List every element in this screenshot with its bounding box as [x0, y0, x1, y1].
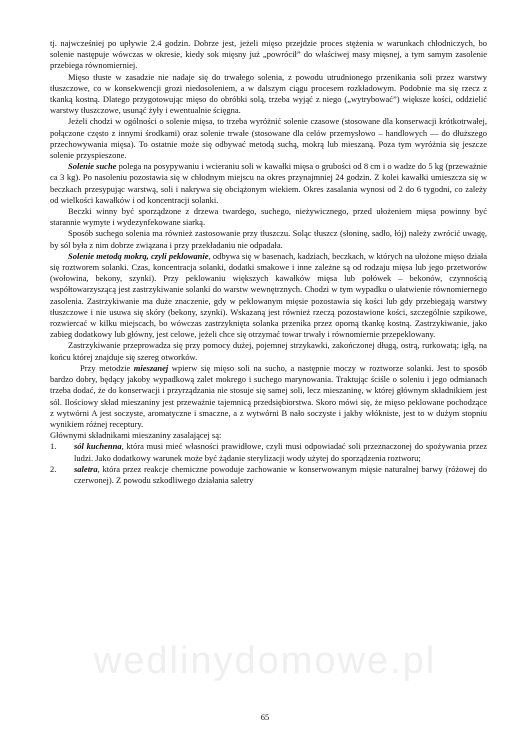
- list-item: [50, 464, 487, 486]
- list-item: [50, 441, 487, 463]
- paragraph-fat-salting: Sposób suchego solenia ma również zastosowanie przy tłuszczu. Soląc tłuszcz (słoninę, sadło, łój) należy zwrócić uwagę, by sól była z nim dobrze związana i przy przekładaniu nie odpadała.: [50, 228, 487, 250]
- paragraph-mixed-method-text: wpierw się mięso soli na sucho, a następnie moczy w roztworze solanki. Jest to sposób bardzo dobry, będący jakoby wypadkową zalet mokrego i suchego marynowania. Traktując ściśle o soleniu i jego odmianach trzeba dodać, że do konserwacji i przyrządzania nie stosuje się samej soli, lecz mieszaninę, w której głównym składnikiem jest sól. Ilościowy skład mieszaniny jest przeważnie tajemnicą przedsiębiorstwa. Skoro mówi się, że mięso peklowane pochodzące z wytwórni A jest soczyste, aromatyczne i smaczne, a z wytwórni B nało soczyste i jakby włókniste, jest to w dużym stopniu wynikiem różnej receptury.: [50, 362, 487, 429]
- list-item-text: , która przez reakcje chemiczne powoduje zachowanie w konserwowanym mięsie naturalnej barwy (różowej do czerwonej). Z powodu szkodliwego działania saletry: [74, 463, 487, 485]
- list-item-term: sól kuchenna: [74, 441, 122, 452]
- term-mixed-method: mieszanej: [133, 362, 169, 373]
- paragraph-wet-salting: [50, 251, 487, 341]
- paragraph-dry-salting: [50, 161, 487, 206]
- ingredients-list: [50, 441, 487, 486]
- paragraph-dry-salting-text: polega na posypywaniu i wcieraniu soli w kawałki mięsa o grubości od 8 cm i o wadze do 5 kg (przeważnie ca 3 kg). Po nasoleniu pozostawia się w chłodnym miejscu na okres przynajmniej 24 godzin. Z kolei kawałki umieszcza się w beczkach przesypując warstwą, soli i nakrywa się obciążonym wiekiem. Okres zasalania wynosi od 2 do 6 tygodni, co zależy od wielkości kawałków i od koncentracji solanki.: [50, 161, 487, 205]
- paragraph-wet-salting-text: , odbywa się w basenach, kadziach, beczkach, w których na ułożone mięso działa się roztworem solanki. Czas, koncentracja solanki, dodatki smakowe i inne zależne są od rodzaju mięsa lub jego przetworów (wołowina, bekony, szynki). Przy peklowaniu większych kawałków mięsa lub połówek – bekonów, czynnością współtowarzyszącą jest zastrzykiwanie solanki do warstw wewnętrznych. Chodzi w tym wypadku o ułatwienie równomiernego zasolenia. Zastrzykiwanie ma duże znaczenie, gdy w peklowanym mięsie pozostawia się kości lub gdy przebiegają warstwy tłuszczowe i nie usuwa się skóry (bekony, szynki). Wskazaną jest również rzeczą pozostawione kości, szczególnie szpikowe, rozwiercać w kilku miejscach, bo wówczas zastrzyknięta solanka przenika przez oporną tkankę kostną. Zastrzykiwanie, jako zabieg dodatkowy lub główny, jest celowe, jeżeli chce się otrzymać towar trwały i równomiernie przepeklowany.: [50, 250, 487, 340]
- paragraph-2: Mięso tłuste w zasadzie nie nadaje się do trwałego solenia, z powodu utrudnionego przenikania soli przez warstwy tłuszczowe, co w konsekwencji grozi niedosoleniem, a w dalszym ciągu procesem rozkładowym. Podobnie ma się rzecz z tkanką kostną. Dlatego przygotowując mięso do obróbki solą, trzeba wyjąć z niego („wytrybować”) większe kości, oddzielić warstwy tłuszczowe, usunąć żyły i ewentualnie ścięgna.: [50, 71, 487, 116]
- list-item-text: , która musi mieć własności prawidłowe, czyli musi odpowiadać soli przeznaczonej do spożywania przez ludzi. Jako dodatkowy warunek może być żądanie sterylizacji wody użytej do sporządzenia roztworu;: [74, 441, 488, 463]
- paragraph-mixed-method-pre: Przy metodzie: [80, 362, 134, 373]
- list-item-number: 2.: [50, 463, 57, 474]
- paragraph-injection: Zastrzykiwanie przeprowadza się przy pomocy dużej, pojemnej strzykawki, zakończonej długą, ostrą, rurkowatą; igłą, na końcu której znajduje się szereg otworków.: [50, 340, 487, 362]
- paragraph-barrels: Beczki winny być sporządzone z drzewa twardego, suchego, nieżywicznego, przed ułożeniem mięsa powinny być starannie wymyte i wydezynfekowane siarką.: [50, 206, 487, 228]
- paragraph-3: Jeżeli chodzi w ogólności o solenie mięsa, to trzeba wyróżnić solenie czasowe (stosowane dla konserwacji krótkotrwałej, połączone często z innymi środkami) oraz solenie trwałe (stosowane dla celów przemysłowo – handlowych — do dłuższego przechowywania mięsa). To ostatnie może się odbywać metodą suchą, mokrą lub mieszaną. Poza tym wyróżnia się jeszcze solenie przyspieszone.: [50, 116, 487, 161]
- document-page: [50, 38, 487, 486]
- list-item-term: saletra: [74, 463, 98, 474]
- watermark: wedlinydomowe.pl: [93, 640, 437, 682]
- term-dry-salting: Solenie suche: [68, 161, 117, 172]
- page-number: 65: [260, 712, 270, 722]
- term-wet-salting: Solenie metodą mokrą, czyli peklowanie: [68, 250, 209, 261]
- paragraph-1: tj. najwcześniej po upływie 2.4 godzin. Dobrze jest, jeżeli mięso przejdzie proces stężenia w warunkach chłodniczych, bo solenie następuje wówczas w okresie, kiedy sok mięsny już „powrócił” do właściwej masy mięsnej, a tym samym zasolenie przebiega równomierniej.: [50, 38, 487, 71]
- list-item-number: 1.: [50, 441, 57, 452]
- paragraph-mixed-method: [50, 363, 487, 430]
- paragraph-ingredients-intro: Głównymi składnikami mieszaniny zasalającej są:: [50, 430, 222, 441]
